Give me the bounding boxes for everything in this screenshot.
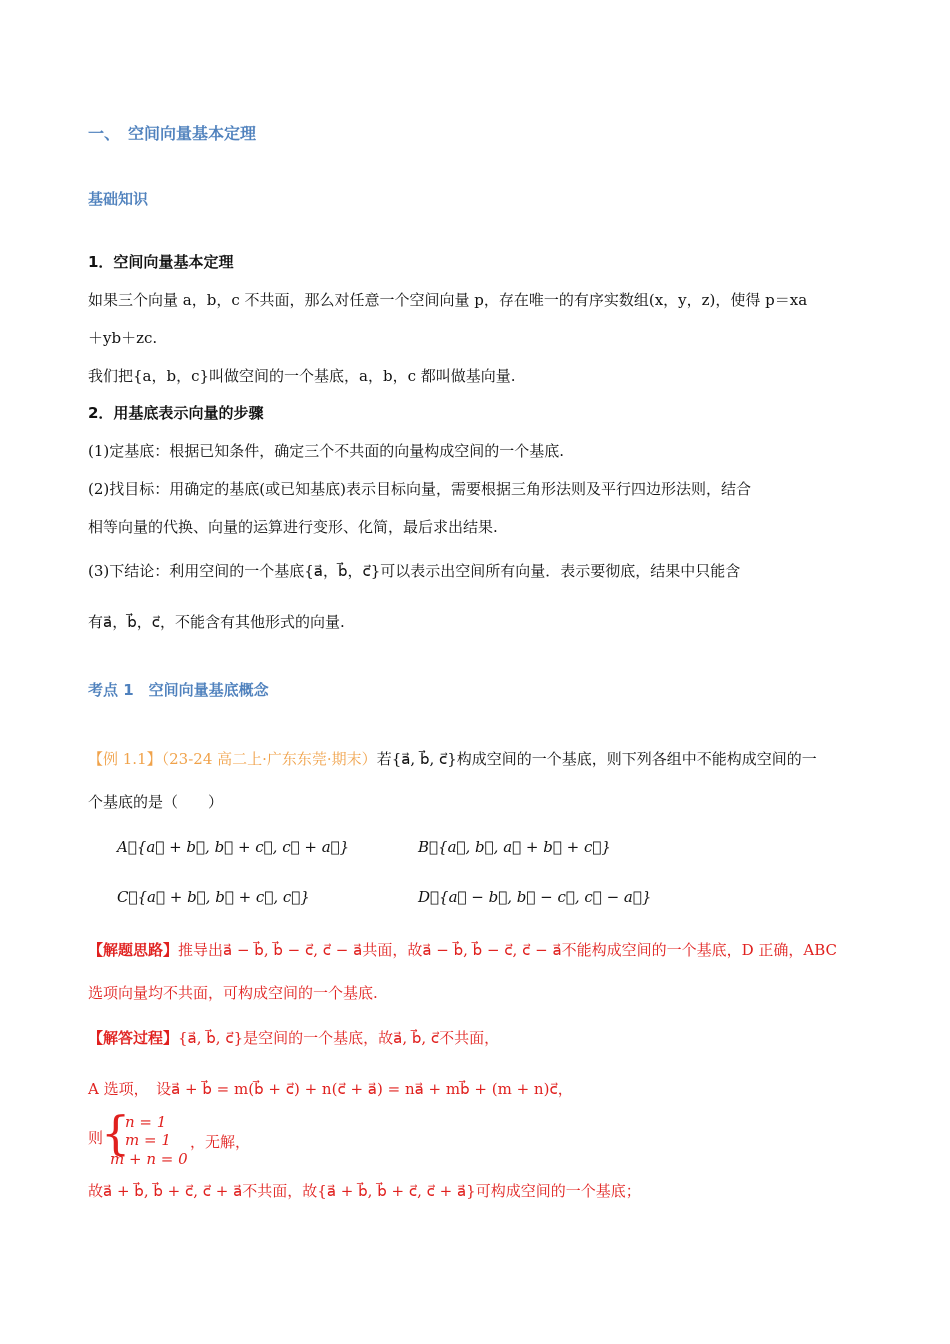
idea-tag: 【解题思路】 [88,941,179,959]
item1-line1: 如果三个向量 a，b，c 不共面，那么对任意一个空间向量 p，存在唯一的有序实数组(x，y，z)，使得 p＝xa [88,291,808,309]
option-b[interactable]: B．{a⃗, b⃗, a⃗ + b⃗ + c⃗} [418,838,611,856]
step1: (1)定基底：根据已知条件，确定三个不共面的向量构成空间的一个基底. [88,442,565,460]
item1-line3: 我们把{a，b，c}叫做空间的一个基底，a，b，c 都叫做基向量. [88,367,516,385]
left-brace: { [101,1106,131,1160]
kaodian-title: 考点 1 空间向量基底概念 [88,681,269,699]
item2-heading: 2．用基底表示向量的步骤 [88,404,264,422]
step3-line1: (3)下结论：利用空间的一个基底{a⃗，b⃗，c⃗}可以表示出空间所有向量．表示要彻底，结果中只能含 [88,562,741,580]
conclusion-line: 故a⃗ + b⃗, b⃗ + c⃗, c⃗ + a⃗不共面，故{a⃗ + b⃗, b⃗ + c⃗, c⃗ + a⃗}可构成空间的一个基底； [88,1182,641,1200]
option-a[interactable]: A．{a⃗ + b⃗, b⃗ + c⃗, c⃗ + a⃗} [117,838,350,856]
example-tag: 【例 1.1】 [88,750,162,768]
process-tag: 【解答过程】 [88,1029,179,1047]
option-d[interactable]: D．{a⃗ − b⃗, b⃗ − c⃗, c⃗ − a⃗} [418,888,652,906]
equation-case-1: n = 1 [125,1113,167,1131]
item1-heading: 1．空间向量基本定理 [88,253,234,271]
example-question-text: 若{a⃗, b⃗, c⃗}构成空间的一个基底，则下列各组中不能构成空间的一 [376,750,817,768]
solution-process-line1 [88,1028,499,1048]
section-title: 一、 空间向量基本定理 [88,124,257,143]
then-label: 则 [88,1129,104,1147]
process-text: {a⃗, b⃗, c⃗}是空间的一个基底，故a⃗, b⃗, c⃗不共面， [178,1029,500,1047]
example-question-line2: 个基底的是（ ） [88,793,224,811]
item1-line2: ＋yb＋zc. [88,329,158,347]
example-source: （23-24 高二上·广东东莞·期末） [161,750,377,768]
step2-line1: (2)找目标：用确定的基底(或已知基底)表示目标向量，需要根据三角形法则及平行四边形法则，结合 [88,480,751,498]
sub-title: 基础知识 [88,190,149,208]
solution-idea-line2: 选项向量均不共面，可构成空间的一个基底. [88,984,378,1002]
example-question-line1 [88,749,817,769]
equation-case-3: m + n = 0 [110,1150,188,1168]
idea-text: 推导出a⃗ − b⃗, b⃗ − c⃗, c⃗ − a⃗共面，故a⃗ − b⃗, b⃗ − c⃗, c⃗ − a⃗不能构成空间的一个基底，D 正确，ABC [178,941,838,959]
option-c[interactable]: C．{a⃗ + b⃗, b⃗ + c⃗, c⃗} [117,888,310,906]
step3-line2: 有a⃗，b⃗，c⃗，不能含有其他形式的向量. [88,613,345,631]
step2-line2: 相等向量的代换、向量的运算进行变形、化简，最后求出结果. [88,518,498,536]
solution-idea-line1 [88,940,837,960]
option-a-analysis: A 选项， 设a⃗ + b⃗ = m(b⃗ + c⃗) + n(c⃗ + a⃗) = na⃗ + mb⃗ + (m + n)c⃗， [88,1080,573,1098]
equation-case-2: m = 1 [125,1131,171,1149]
no-solution-text: ，无解， [190,1133,251,1151]
